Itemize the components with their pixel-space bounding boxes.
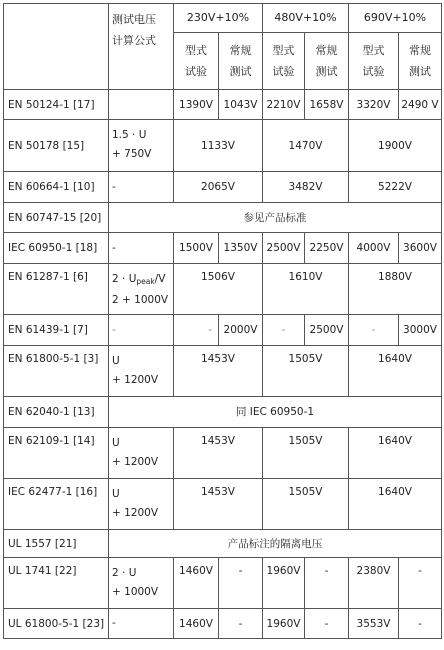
table-row <box>4 479 442 530</box>
formula-cell: U + 1200V <box>109 428 174 479</box>
value-cell: - <box>263 315 305 346</box>
formula-cell: 1.5 · U + 750V <box>109 120 174 172</box>
standard-cell: EN 60664-1 [10] <box>4 172 109 203</box>
table-row <box>4 172 442 203</box>
header-formula-cell: 测试电压 计算公式 <box>109 4 174 90</box>
standard-cell: EN 60747-15 [20] <box>4 203 109 233</box>
value-cell: 5222V <box>349 172 442 203</box>
table-row <box>4 530 442 558</box>
value-cell: 2500V <box>263 233 305 264</box>
value-cell: 1505V <box>263 479 349 530</box>
value-cell: - <box>305 558 349 609</box>
value-cell: 2210V <box>263 90 305 120</box>
standard-cell: EN 50124-1 [17] <box>4 90 109 120</box>
table-row <box>4 428 442 479</box>
table-row <box>4 315 442 346</box>
value-cell: 1500V <box>174 233 219 264</box>
value-cell: 1506V <box>174 264 263 315</box>
standard-cell: EN 61287-1 [6] <box>4 264 109 315</box>
table-row <box>4 90 442 120</box>
table-row <box>4 264 442 315</box>
value-cell: 3600V <box>399 233 442 264</box>
header-voltage-230: 230V+10% <box>174 4 263 33</box>
value-cell: 3000V <box>399 315 442 346</box>
value-cell: 3320V <box>349 90 399 120</box>
value-cell: 2500V <box>305 315 349 346</box>
header-type-test-230: 型式 试验 <box>174 33 219 90</box>
value-cell: 1470V <box>263 120 349 172</box>
header-routine-test-230: 常规 测试 <box>219 33 263 90</box>
value-cell: 1610V <box>263 264 349 315</box>
value-cell: 2490 V <box>399 90 442 120</box>
value-cell: 1133V <box>174 120 263 172</box>
value-cell: 2000V <box>219 315 263 346</box>
value-cell: - <box>305 609 349 639</box>
formula-cell <box>109 90 174 120</box>
value-cell: - <box>219 609 263 639</box>
value-cell: 1390V <box>174 90 219 120</box>
standard-cell: EN 62040-1 [13] <box>4 397 109 428</box>
header-voltage-480: 480V+10% <box>263 4 349 33</box>
value-cell: 1640V <box>349 479 442 530</box>
header-type-test-690: 型式 试验 <box>349 33 399 90</box>
formula-cell: U + 1200V <box>109 346 174 397</box>
formula-cell: - <box>109 609 174 639</box>
formula-cell: U + 1200V <box>109 479 174 530</box>
value-cell: 1960V <box>263 558 305 609</box>
header-routine-test-480: 常规 测试 <box>305 33 349 90</box>
value-cell: 1960V <box>263 609 305 639</box>
merged-note-cell: 产品标注的隔离电压 <box>109 530 442 558</box>
header-type-test-480: 型式 试验 <box>263 33 305 90</box>
table-row <box>4 397 442 428</box>
value-cell: 4000V <box>349 233 399 264</box>
value-cell: 1880V <box>349 264 442 315</box>
merged-note-cell: 参见产品标准 <box>109 203 442 233</box>
value-cell: 2250V <box>305 233 349 264</box>
value-cell: - <box>349 315 399 346</box>
table-row <box>4 609 442 639</box>
value-cell: 1640V <box>349 428 442 479</box>
value-cell: 1505V <box>263 346 349 397</box>
value-cell: - <box>399 609 442 639</box>
table-row <box>4 120 442 172</box>
header-routine-test-690: 常规 测试 <box>399 33 442 90</box>
value-cell: 1350V <box>219 233 263 264</box>
table-row <box>4 233 442 264</box>
value-cell: 1043V <box>219 90 263 120</box>
value-cell: 2065V <box>174 172 263 203</box>
standard-cell: EN 62109-1 [14] <box>4 428 109 479</box>
formula-cell: - <box>109 233 174 264</box>
value-cell: 1453V <box>174 479 263 530</box>
merged-note-cell: 同 IEC 60950-1 <box>109 397 442 428</box>
header-standard-cell <box>4 4 109 90</box>
standard-cell: EN 61439-1 [7] <box>4 315 109 346</box>
formula-cell: 2 · U + 1000V <box>109 558 174 609</box>
test-voltage-table <box>3 3 442 639</box>
formula-cell: - <box>109 172 174 203</box>
value-cell: 1658V <box>305 90 349 120</box>
standard-cell: EN 61800-5-1 [3] <box>4 346 109 397</box>
header-row <box>4 4 442 33</box>
table-row <box>4 203 442 233</box>
standard-cell: UL 1557 [21] <box>4 530 109 558</box>
standard-cell: IEC 62477-1 [16] <box>4 479 109 530</box>
table-row <box>4 558 442 609</box>
value-cell: 1460V <box>174 558 219 609</box>
value-cell: 1453V <box>174 346 263 397</box>
value-cell: 1505V <box>263 428 349 479</box>
value-cell: 3482V <box>263 172 349 203</box>
value-cell: 1640V <box>349 346 442 397</box>
header-voltage-690: 690V+10% <box>349 4 442 33</box>
value-cell: 1453V <box>174 428 263 479</box>
value-cell: - <box>174 315 219 346</box>
value-cell: 1460V <box>174 609 219 639</box>
standard-cell: UL 61800-5-1 [23] <box>4 609 109 639</box>
value-cell: - <box>219 558 263 609</box>
value-cell: 1900V <box>349 120 442 172</box>
standard-cell: EN 50178 [15] <box>4 120 109 172</box>
standard-cell: UL 1741 [22] <box>4 558 109 609</box>
value-cell: - <box>399 558 442 609</box>
formula-cell: $2 \cdot U_{peak}/V$ 2 + 1000V <box>109 264 174 315</box>
value-cell: 3553V <box>349 609 399 639</box>
value-cell: 2380V <box>349 558 399 609</box>
formula-cell: - <box>109 315 174 346</box>
table-row <box>4 346 442 397</box>
standard-cell: IEC 60950-1 [18] <box>4 233 109 264</box>
